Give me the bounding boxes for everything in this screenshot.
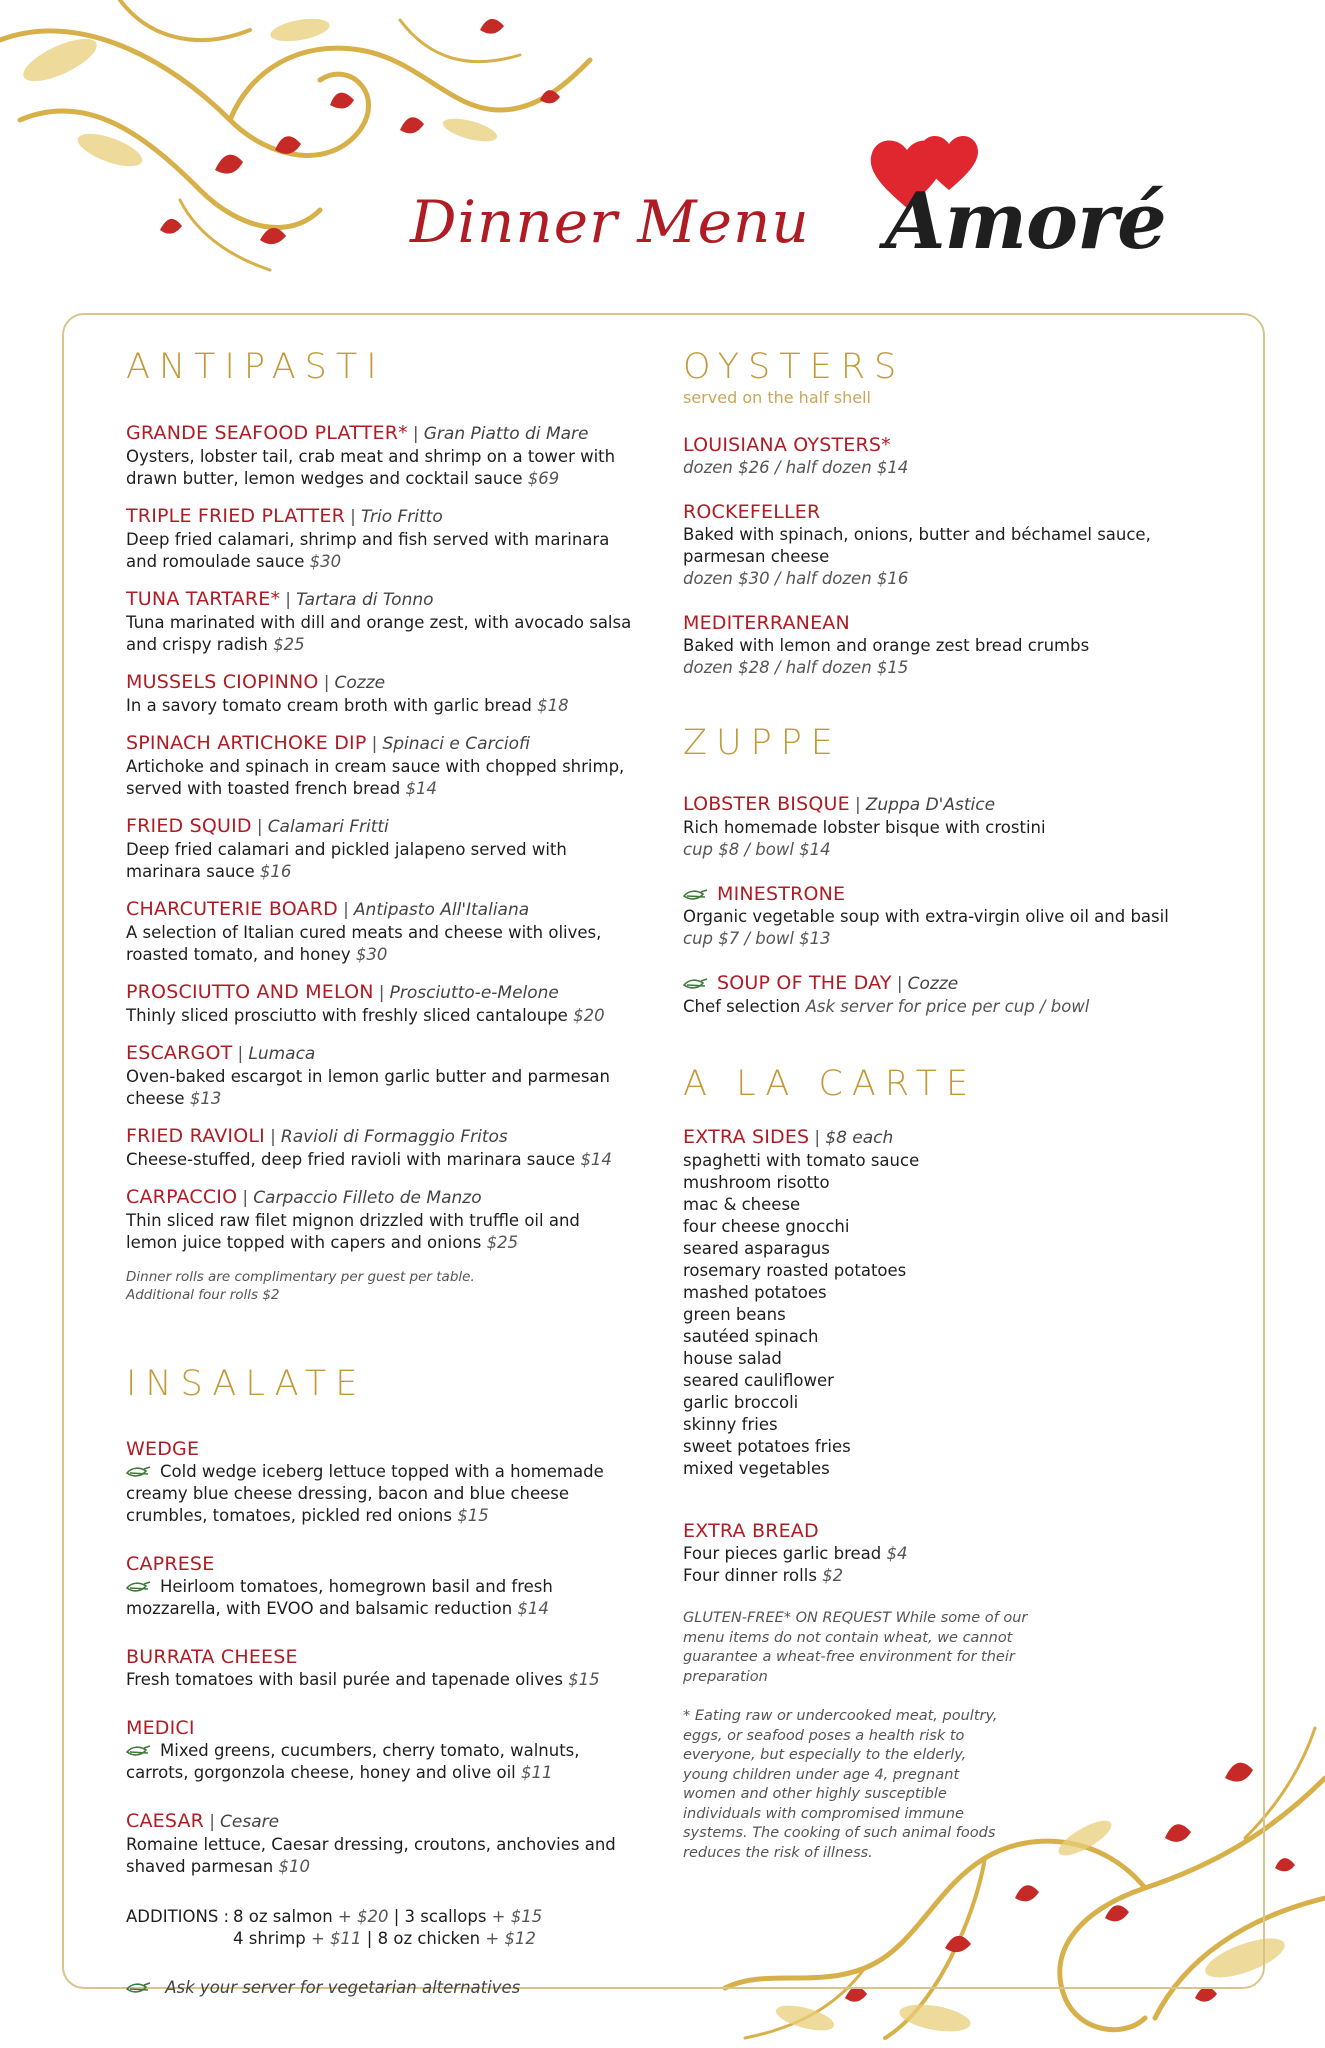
- side-item: sweet potatoes fries: [683, 1437, 851, 1456]
- item-price: dozen $30 / half dozen $16: [683, 569, 909, 588]
- section-title-insalate: INSALATE: [126, 1364, 367, 1404]
- menu-item: [126, 898, 636, 966]
- item-header: [126, 1646, 636, 1669]
- item-price: dozen $28 / half dozen $15: [683, 658, 909, 677]
- item-description: [126, 1740, 636, 1784]
- item-description-text: Heirloom tomatoes, homegrown basil and fresh mozzarella, with EVOO and balsamic reduction: [126, 1577, 553, 1618]
- item-description-text: Fresh tomatoes with basil purée and tapenade olives: [126, 1670, 563, 1689]
- item-header: [126, 1125, 636, 1149]
- item-description-text: Oven-baked escargot in lemon garlic butter and parmesan cheese: [126, 1067, 610, 1108]
- item-description-text: Thin sliced raw filet mignon drizzled with truffle oil and lemon juice topped with capers and onions: [126, 1211, 580, 1252]
- item-separator: |: [412, 424, 419, 444]
- menu-item: [126, 815, 636, 883]
- menu-item: [126, 505, 636, 573]
- item-description: [126, 695, 636, 717]
- side-item: house salad: [683, 1349, 782, 1368]
- item-name: SPINACH ARTICHOKE DIP: [126, 732, 367, 754]
- menu-item: [126, 422, 636, 490]
- menu-item: [126, 588, 636, 656]
- side-item: mushroom risotto: [683, 1173, 830, 1192]
- item-description-text: Thinly sliced prosciutto with freshly sliced cantaloupe: [126, 1006, 568, 1025]
- item-description: [126, 1149, 636, 1171]
- item-name: FRIED RAVIOLI: [126, 1125, 265, 1147]
- gluten-free-note: GLUTEN-FREE* ON REQUEST While some of our menu items do not contain wheat, we cannot guarantee a wheat-free environment for their preparation: [683, 1610, 1028, 1685]
- item-price: $14: [405, 779, 438, 798]
- item-italian-name: Spinaci e Carciofi: [382, 734, 531, 754]
- item-name: LOUISIANA OYSTERS*: [683, 434, 891, 456]
- item-name: CAESAR: [126, 1810, 205, 1832]
- menu-item: [126, 1553, 636, 1620]
- item-price: $69: [527, 469, 560, 488]
- menu-item: [683, 612, 1203, 679]
- item-name: MEDICI: [126, 1717, 195, 1739]
- item-header: [126, 1553, 636, 1576]
- item-description: [683, 996, 1203, 1018]
- item-price: $25: [273, 635, 305, 654]
- dinner-rolls-note: Dinner rolls are complimentary per guest per table. Additional four rolls $2: [126, 1269, 475, 1303]
- item-italian-name: Gran Piatto di Mare: [423, 424, 589, 444]
- leaf-icon: [126, 1745, 152, 1759]
- item-italian-name: Cozze: [907, 974, 959, 994]
- section-title-oysters: OYSTERS: [683, 347, 906, 387]
- item-description: [126, 529, 636, 573]
- item-description: Rich homemade lobster bisque with crostini: [683, 818, 1046, 837]
- item-header: [683, 972, 1203, 996]
- menu-item: [126, 671, 636, 717]
- menu-item: [126, 1125, 636, 1171]
- item-name: PROSCIUTTO AND MELON: [126, 981, 374, 1003]
- item-italian-name: Antipasto All'Italiana: [353, 900, 530, 920]
- menu-item: [683, 501, 1203, 590]
- item-header: [683, 434, 1203, 457]
- item-header: [126, 1717, 636, 1740]
- item-separator: |: [371, 734, 378, 754]
- item-separator: |: [285, 590, 291, 610]
- item-price: $15: [457, 1506, 489, 1525]
- left-column: [126, 345, 636, 1997]
- item-price: $18: [537, 696, 569, 715]
- menu-item: [683, 434, 1203, 479]
- item-name: CHARCUTERIE BOARD: [126, 898, 338, 920]
- item-name: LOBSTER BISQUE: [683, 793, 850, 815]
- section-title-a-la-carte: A LA CARTE: [683, 1064, 978, 1104]
- item-description: [126, 1834, 636, 1878]
- item-description-text: A selection of Italian cured meats and cheese with olives, roasted tomato, and honey: [126, 923, 602, 964]
- item-price: cup $8 / bowl $14: [683, 840, 831, 859]
- leaf-icon: [126, 1466, 152, 1480]
- extra-bread-name: EXTRA BREAD: [683, 1520, 819, 1542]
- menu-item: [126, 1186, 636, 1254]
- side-item: seared asparagus: [683, 1239, 830, 1258]
- item-name: MUSSELS CIOPINNO: [126, 671, 319, 693]
- menu-item: [683, 793, 1203, 861]
- leaf-icon: [683, 978, 709, 992]
- side-item: garlic broccoli: [683, 1393, 799, 1412]
- side-item: mac & cheese: [683, 1195, 801, 1214]
- oysters-list: [683, 434, 1203, 679]
- item-description: [126, 1576, 636, 1620]
- item-price: $13: [189, 1089, 222, 1108]
- item-description-text: Chef selection: [683, 997, 801, 1016]
- item-price: $14: [580, 1150, 612, 1169]
- item-name: TRIPLE FRIED PLATTER: [126, 505, 345, 527]
- item-description: Baked with spinach, onions, butter and béchamel sauce, parmesan cheese: [683, 525, 1151, 566]
- sides-list: [683, 1150, 1203, 1480]
- item-description-text: In a savory tomato cream broth with garlic bread: [126, 696, 532, 715]
- extra-sides-price: $8 each: [825, 1128, 894, 1148]
- item-header: [126, 671, 636, 695]
- item-header: [126, 1186, 636, 1210]
- menu-item: [126, 1810, 636, 1878]
- item-separator: |: [256, 817, 263, 837]
- item-italian-name: Lumaca: [248, 1044, 316, 1064]
- additions: ADDITIONS : 8 oz salmon + $20 | 3 scallops + $15 4 shrimp + $11 | 8 oz chicken + $12: [126, 1907, 543, 1948]
- side-item: spaghetti with tomato sauce: [683, 1151, 920, 1170]
- side-item: rosemary roasted potatoes: [683, 1261, 907, 1280]
- item-description-text: Cold wedge iceberg lettuce topped with a homemade creamy blue cheese dressing, bacon and blue cheese crumbles, tomatoes, pickled red onions: [126, 1462, 604, 1525]
- item-price: $30: [309, 552, 342, 571]
- item-separator: |: [209, 1812, 215, 1832]
- side-item: seared cauliflower: [683, 1371, 834, 1390]
- oysters-subtitle: served on the half shell: [683, 388, 871, 407]
- side-item: four cheese gnocchi: [683, 1217, 850, 1236]
- item-price: cup $7 / bowl $13: [683, 929, 831, 948]
- item-header: [126, 815, 636, 839]
- menu-title: Dinner Menu: [410, 188, 810, 256]
- item-description: [126, 1669, 636, 1691]
- extra-sides: EXTRA SIDES | $8 each spaghetti with tomato sauce mushroom risotto mac & cheese four cheese gnocchi seared asparagus rosemary roasted potatoes mashed potatoes green beans sautéed spinach house salad seared cauliflower garlic broccoli skinny fries sweet potatoes fries mixed vegetables: [683, 1126, 1203, 1480]
- item-italian-name: Zuppa D'Astice: [865, 795, 996, 815]
- item-price: $16: [259, 862, 292, 881]
- menu-item: [683, 972, 1203, 1018]
- item-price: $11: [521, 1763, 553, 1782]
- item-price: $10: [278, 1857, 311, 1876]
- right-column: [683, 345, 1203, 1863]
- item-separator: |: [323, 673, 330, 693]
- item-price: Ask server for price per cup / bowl: [805, 997, 1090, 1016]
- item-italian-name: Carpaccio Filleto de Manzo: [253, 1188, 482, 1208]
- item-price: $25: [486, 1233, 519, 1252]
- menu-item: [126, 1717, 636, 1784]
- item-name: MEDITERRANEAN: [683, 612, 850, 634]
- section-title-zuppe: ZUPPE: [683, 723, 842, 763]
- item-description: [126, 1066, 636, 1110]
- brand-name: Amoré: [885, 176, 1166, 267]
- item-header: [683, 883, 1203, 906]
- item-separator: |: [237, 1044, 244, 1064]
- item-description: [126, 839, 636, 883]
- item-header: [683, 793, 1203, 817]
- side-item: sautéed spinach: [683, 1327, 819, 1346]
- item-header: [126, 588, 636, 612]
- item-name: ESCARGOT: [126, 1042, 233, 1064]
- item-header: [126, 1042, 636, 1066]
- item-description: [126, 1461, 636, 1527]
- item-price: dozen $26 / half dozen $14: [683, 458, 909, 477]
- item-description-text: Oysters, lobster tail, crab meat and shrimp on a tower with drawn butter, lemon wedges and cocktail sauce: [126, 447, 616, 488]
- item-header: [683, 501, 1203, 524]
- item-header: [126, 1810, 636, 1834]
- item-description: Baked with lemon and orange zest bread crumbs: [683, 636, 1090, 655]
- item-name: TUNA TARTARE*: [126, 588, 281, 610]
- item-description-text: Tuna marinated with dill and orange zest, with avocado salsa and crispy radish: [126, 613, 632, 654]
- vegetarian-note: Ask your server for vegetarian alternatives: [126, 1978, 636, 1997]
- item-description-text: Deep fried calamari and pickled jalapeno served with marinara sauce: [126, 840, 567, 881]
- side-item: mixed vegetables: [683, 1459, 830, 1478]
- item-italian-name: Ravioli di Formaggio Fritos: [280, 1127, 508, 1147]
- item-name: FRIED SQUID: [126, 815, 252, 837]
- item-description-text: Romaine lettuce, Caesar dressing, croutons, anchovies and shaved parmesan: [126, 1835, 616, 1876]
- item-name: CAPRESE: [126, 1553, 215, 1575]
- item-description: [126, 612, 636, 656]
- item-header: [126, 898, 636, 922]
- item-price: $15: [568, 1670, 600, 1689]
- side-item: skinny fries: [683, 1415, 778, 1434]
- zuppe-list: [683, 793, 1203, 1018]
- item-description-text: Deep fried calamari, shrimp and fish served with marinara and romoulade sauce: [126, 530, 610, 571]
- insalate-list: [126, 1438, 636, 1878]
- section-title-antipasti: ANTIPASTI: [126, 347, 386, 387]
- item-name: WEDGE: [126, 1438, 200, 1460]
- menu-item: [126, 1438, 636, 1527]
- additions-label: ADDITIONS :: [126, 1907, 230, 1926]
- menu-item: [126, 1646, 636, 1691]
- item-italian-name: Cesare: [220, 1812, 280, 1832]
- item-separator: |: [242, 1188, 249, 1208]
- item-name: MINESTRONE: [717, 883, 846, 905]
- item-italian-name: Tartara di Tonno: [296, 590, 434, 610]
- menu-item: [126, 1042, 636, 1110]
- brand-logo: [855, 128, 1235, 278]
- item-description: [126, 1005, 636, 1027]
- item-header: [126, 1438, 636, 1461]
- item-italian-name: Calamari Fritti: [267, 817, 389, 837]
- menu-item: [126, 732, 636, 800]
- item-description: Organic vegetable soup with extra-virgin olive oil and basil: [683, 907, 1169, 926]
- item-separator: |: [350, 507, 356, 527]
- leaf-icon: [126, 1581, 152, 1595]
- item-header: [126, 505, 636, 529]
- item-description: [126, 922, 636, 966]
- item-description-text: Artichoke and spinach in cream sauce with chopped shrimp, served with toasted french bread: [126, 757, 625, 798]
- item-italian-name: Cozze: [334, 673, 386, 693]
- item-description-text: Mixed greens, cucumbers, cherry tomato, walnuts, carrots, gorgonzola cheese, honey and olive oil: [126, 1741, 580, 1782]
- item-price: $30: [355, 945, 388, 964]
- leaf-icon: [683, 889, 709, 903]
- leaf-icon: [126, 1982, 152, 1996]
- side-item: mashed potatoes: [683, 1283, 827, 1302]
- raw-food-warning: * Eating raw or undercooked meat, poultry, eggs, or seafood poses a health risk to everyone, but especially to the elderly, young children under age 4, pregnant women and other highly susceptible individuals with compromised immune systems. The cooking of such animal foods reduces the risk of illness.: [683, 1708, 998, 1861]
- item-separator: |: [378, 983, 385, 1003]
- menu-item: [126, 981, 636, 1027]
- item-name: BURRATA CHEESE: [126, 1646, 298, 1668]
- extra-bread: EXTRA BREAD Four pieces garlic bread $4 Four dinner rolls $2: [683, 1520, 908, 1585]
- item-header: [126, 981, 636, 1005]
- antipasti-list: [126, 422, 636, 1254]
- item-separator: |: [854, 795, 861, 815]
- item-italian-name: Prosciutto-e-Melone: [389, 983, 559, 1003]
- item-name: GRANDE SEAFOOD PLATTER*: [126, 422, 408, 444]
- item-header: [683, 612, 1203, 635]
- side-item: green beans: [683, 1305, 786, 1324]
- item-description-text: Cheese-stuffed, deep fried ravioli with marinara sauce: [126, 1150, 576, 1169]
- item-price: $20: [573, 1006, 605, 1025]
- item-description: [126, 756, 636, 800]
- item-header: [126, 732, 636, 756]
- item-description: [126, 1210, 636, 1254]
- item-italian-name: Trio Fritto: [360, 507, 443, 527]
- item-separator: |: [270, 1127, 276, 1147]
- menu-item: [683, 883, 1203, 950]
- item-name: CARPACCIO: [126, 1186, 238, 1208]
- item-header: [126, 422, 636, 446]
- item-name: SOUP OF THE DAY: [717, 972, 892, 994]
- item-name: ROCKEFELLER: [683, 501, 821, 523]
- item-price: $14: [517, 1599, 549, 1618]
- item-separator: |: [896, 974, 903, 994]
- extra-sides-name: EXTRA SIDES: [683, 1126, 810, 1148]
- item-separator: |: [343, 900, 349, 920]
- item-description: [126, 446, 636, 490]
